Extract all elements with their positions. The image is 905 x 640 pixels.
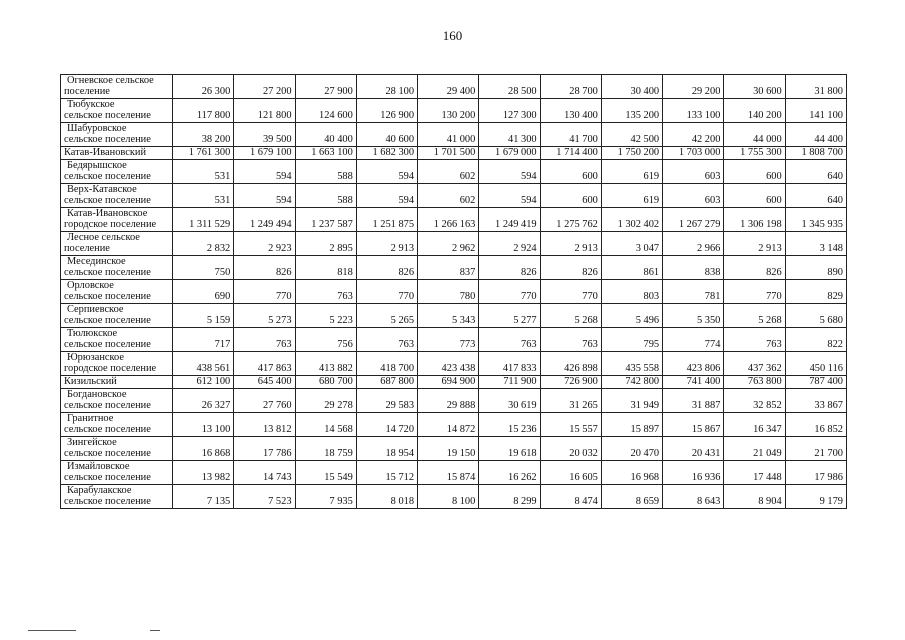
value-cell: 39 500	[234, 123, 295, 147]
value-cell: 770	[540, 280, 601, 304]
value-cell: 13 100	[173, 413, 234, 437]
value-cell: 41 300	[479, 123, 540, 147]
value-cell: 27 900	[295, 75, 356, 99]
value-cell: 1 808 700	[785, 147, 846, 160]
table-row	[61, 147, 847, 160]
value-cell: 7 135	[173, 485, 234, 509]
value-cell: 16 936	[663, 461, 724, 485]
value-cell: 14 872	[418, 413, 479, 437]
municipality-name-line: Шабуровское	[67, 123, 127, 134]
value-cell: 770	[356, 280, 417, 304]
municipality-name-line: сельское поселение	[64, 471, 151, 483]
municipality-name-line: сельское поселение	[64, 423, 151, 435]
value-cell: 803	[601, 280, 662, 304]
value-cell: 2 832	[173, 232, 234, 256]
value-cell: 1 682 300	[356, 147, 417, 160]
value-cell: 826	[540, 256, 601, 280]
table-row	[61, 413, 847, 437]
value-cell: 27 760	[234, 389, 295, 413]
value-cell: 612 100	[173, 376, 234, 389]
value-cell: 603	[663, 160, 724, 184]
municipality-name-line: Месединское	[67, 256, 126, 267]
municipality-name-cell	[61, 437, 173, 461]
table-row	[61, 99, 847, 123]
value-cell: 8 659	[601, 485, 662, 509]
value-cell: 763	[234, 328, 295, 352]
value-cell: 829	[785, 280, 846, 304]
value-cell: 121 800	[234, 99, 295, 123]
value-cell: 1 679 100	[234, 147, 295, 160]
municipality-name-cell	[61, 256, 173, 280]
value-cell: 1 755 300	[724, 147, 785, 160]
value-cell: 602	[418, 184, 479, 208]
value-cell: 130 200	[418, 99, 479, 123]
table-row	[61, 485, 847, 509]
value-cell: 603	[663, 184, 724, 208]
value-cell: 28 700	[540, 75, 601, 99]
value-cell: 602	[418, 160, 479, 184]
value-cell: 15 549	[295, 461, 356, 485]
municipality-name-cell	[61, 75, 173, 99]
value-cell: 619	[601, 160, 662, 184]
value-cell: 13 982	[173, 461, 234, 485]
municipality-name-cell	[61, 99, 173, 123]
municipality-name-line: Богдановское	[67, 389, 127, 400]
table-row	[61, 123, 847, 147]
municipality-name-cell	[61, 147, 173, 160]
value-cell: 1 249 494	[234, 208, 295, 232]
value-cell: 640	[785, 160, 846, 184]
value-cell: 680 700	[295, 376, 356, 389]
value-cell: 2 913	[724, 232, 785, 256]
value-cell: 1 703 000	[663, 147, 724, 160]
table-row	[61, 304, 847, 328]
value-cell: 418 700	[356, 352, 417, 376]
value-cell: 450 116	[785, 352, 846, 376]
value-cell: 15 236	[479, 413, 540, 437]
table-row	[61, 232, 847, 256]
value-cell: 1 266 163	[418, 208, 479, 232]
municipality-name-line: сельское поселение	[64, 290, 151, 302]
value-cell: 826	[479, 256, 540, 280]
value-cell: 437 362	[724, 352, 785, 376]
value-cell: 8 904	[724, 485, 785, 509]
value-cell: 417 833	[479, 352, 540, 376]
value-cell: 756	[295, 328, 356, 352]
value-cell: 5 680	[785, 304, 846, 328]
value-cell: 30 400	[601, 75, 662, 99]
value-cell: 33 867	[785, 389, 846, 413]
value-cell: 9 179	[785, 485, 846, 509]
value-cell: 18 759	[295, 437, 356, 461]
value-cell: 763 800	[724, 376, 785, 389]
municipality-name-line: Верх-Катавское	[67, 184, 137, 195]
value-cell: 742 800	[601, 376, 662, 389]
value-cell: 5 277	[479, 304, 540, 328]
value-cell: 588	[295, 160, 356, 184]
value-cell: 7 523	[234, 485, 295, 509]
value-cell: 5 159	[173, 304, 234, 328]
value-cell: 594	[234, 184, 295, 208]
municipality-name-line: сельское поселение	[64, 170, 151, 182]
footer-marks	[28, 630, 168, 632]
value-cell: 423 806	[663, 352, 724, 376]
value-cell: 41 700	[540, 123, 601, 147]
municipality-name-cell	[61, 376, 173, 389]
value-cell: 31 887	[663, 389, 724, 413]
value-cell: 1 345 935	[785, 208, 846, 232]
municipality-name-line: Кизильский	[64, 375, 117, 387]
municipality-name-line: сельское поселение	[64, 495, 151, 507]
value-cell: 27 200	[234, 75, 295, 99]
value-cell: 1 237 587	[295, 208, 356, 232]
value-cell: 5 223	[295, 304, 356, 328]
value-cell: 20 470	[601, 437, 662, 461]
value-cell: 600	[724, 184, 785, 208]
municipality-name-line: Тюбукское	[67, 99, 115, 110]
value-cell: 15 897	[601, 413, 662, 437]
value-cell: 787 400	[785, 376, 846, 389]
municipality-name-line: Огневское сельское	[67, 75, 154, 86]
value-cell: 40 400	[295, 123, 356, 147]
value-cell: 15 557	[540, 413, 601, 437]
table-row	[61, 75, 847, 99]
value-cell: 1 267 279	[663, 208, 724, 232]
value-cell: 531	[173, 184, 234, 208]
municipality-name-line: Гранитное	[67, 413, 114, 424]
value-cell: 28 500	[479, 75, 540, 99]
value-cell: 31 800	[785, 75, 846, 99]
value-cell: 124 600	[295, 99, 356, 123]
value-cell: 694 900	[418, 376, 479, 389]
municipality-name-line: сельское поселение	[64, 399, 151, 411]
municipality-name-line: сельское поселение	[64, 338, 151, 350]
value-cell: 413 882	[295, 352, 356, 376]
municipality-name-line: поселение	[64, 85, 110, 97]
value-cell: 26 300	[173, 75, 234, 99]
value-cell: 5 350	[663, 304, 724, 328]
municipality-name-cell	[61, 123, 173, 147]
value-cell: 645 400	[234, 376, 295, 389]
value-cell: 640	[785, 184, 846, 208]
table-row	[61, 256, 847, 280]
municipality-name-line: поселение	[64, 242, 110, 254]
value-cell: 687 800	[356, 376, 417, 389]
value-cell: 826	[724, 256, 785, 280]
value-cell: 17 786	[234, 437, 295, 461]
value-cell: 600	[540, 184, 601, 208]
value-cell: 822	[785, 328, 846, 352]
value-cell: 594	[356, 184, 417, 208]
value-cell: 15 712	[356, 461, 417, 485]
value-cell: 1 714 400	[540, 147, 601, 160]
value-cell: 1 251 875	[356, 208, 417, 232]
value-cell: 31 265	[540, 389, 601, 413]
value-cell: 861	[601, 256, 662, 280]
value-cell: 774	[663, 328, 724, 352]
value-cell: 717	[173, 328, 234, 352]
municipality-name-cell	[61, 485, 173, 509]
value-cell: 2 966	[663, 232, 724, 256]
value-cell: 826	[234, 256, 295, 280]
municipality-name-line: Бедярышское	[67, 160, 127, 171]
value-cell: 29 400	[418, 75, 479, 99]
value-cell: 594	[479, 184, 540, 208]
value-cell: 13 812	[234, 413, 295, 437]
municipal-data-table	[60, 74, 847, 509]
value-cell: 619	[601, 184, 662, 208]
value-cell: 826	[356, 256, 417, 280]
value-cell: 838	[663, 256, 724, 280]
value-cell: 781	[663, 280, 724, 304]
value-cell: 594	[356, 160, 417, 184]
value-cell: 8 100	[418, 485, 479, 509]
value-cell: 19 618	[479, 437, 540, 461]
value-cell: 2 923	[234, 232, 295, 256]
value-cell: 5 496	[601, 304, 662, 328]
value-cell: 594	[479, 160, 540, 184]
municipality-name-line: сельское поселение	[64, 194, 151, 206]
municipality-name-line: Юрюзанское	[67, 352, 124, 363]
value-cell: 44 400	[785, 123, 846, 147]
value-cell: 770	[234, 280, 295, 304]
value-cell: 750	[173, 256, 234, 280]
municipality-name-line: сельское поселение	[64, 266, 151, 278]
value-cell: 32 852	[724, 389, 785, 413]
table-row	[61, 376, 847, 389]
value-cell: 1 663 100	[295, 147, 356, 160]
value-cell: 763	[479, 328, 540, 352]
value-cell: 1 311 529	[173, 208, 234, 232]
municipality-name-line: Катав-Ивановский	[64, 146, 147, 158]
value-cell: 1 701 500	[418, 147, 479, 160]
value-cell: 127 300	[479, 99, 540, 123]
value-cell: 763	[356, 328, 417, 352]
table-body	[61, 75, 847, 509]
value-cell: 21 700	[785, 437, 846, 461]
value-cell: 16 347	[724, 413, 785, 437]
municipality-name-cell	[61, 352, 173, 376]
value-cell: 1 761 300	[173, 147, 234, 160]
value-cell: 5 273	[234, 304, 295, 328]
value-cell: 19 150	[418, 437, 479, 461]
value-cell: 16 868	[173, 437, 234, 461]
value-cell: 837	[418, 256, 479, 280]
value-cell: 44 000	[724, 123, 785, 147]
value-cell: 14 720	[356, 413, 417, 437]
municipality-name-line: городское поселение	[64, 218, 157, 230]
value-cell: 890	[785, 256, 846, 280]
value-cell: 17 448	[724, 461, 785, 485]
value-cell: 130 400	[540, 99, 601, 123]
value-cell: 594	[234, 160, 295, 184]
value-cell: 29 583	[356, 389, 417, 413]
municipality-name-line: Тюлюкское	[67, 328, 118, 339]
value-cell: 1 750 200	[601, 147, 662, 160]
value-cell: 21 049	[724, 437, 785, 461]
municipality-name-cell	[61, 160, 173, 184]
municipality-name-line: Катав-Ивановское	[67, 208, 148, 219]
value-cell: 30 600	[724, 75, 785, 99]
value-cell: 600	[724, 160, 785, 184]
value-cell: 16 605	[540, 461, 601, 485]
value-cell: 438 561	[173, 352, 234, 376]
municipality-name-line: сельское поселение	[64, 314, 151, 326]
table-row	[61, 352, 847, 376]
value-cell: 2 913	[540, 232, 601, 256]
table-row	[61, 389, 847, 413]
value-cell: 795	[601, 328, 662, 352]
value-cell: 770	[724, 280, 785, 304]
value-cell: 16 968	[601, 461, 662, 485]
municipality-name-cell	[61, 208, 173, 232]
municipality-name-cell	[61, 184, 173, 208]
value-cell: 7 935	[295, 485, 356, 509]
value-cell: 42 200	[663, 123, 724, 147]
value-cell: 1 275 762	[540, 208, 601, 232]
value-cell: 29 278	[295, 389, 356, 413]
value-cell: 3 148	[785, 232, 846, 256]
value-cell: 8 643	[663, 485, 724, 509]
municipality-name-line: Зингейское	[67, 437, 117, 448]
value-cell: 15 867	[663, 413, 724, 437]
municipality-name-line: сельское поселение	[64, 447, 151, 459]
value-cell: 773	[418, 328, 479, 352]
municipality-name-cell	[61, 280, 173, 304]
municipality-name-line: Карабулакское	[67, 485, 132, 496]
value-cell: 2 913	[356, 232, 417, 256]
municipality-name-cell	[61, 389, 173, 413]
value-cell: 38 200	[173, 123, 234, 147]
value-cell: 1 306 198	[724, 208, 785, 232]
value-cell: 17 986	[785, 461, 846, 485]
value-cell: 435 558	[601, 352, 662, 376]
value-cell: 1 249 419	[479, 208, 540, 232]
table-row	[61, 461, 847, 485]
municipality-name-cell	[61, 232, 173, 256]
table-row	[61, 184, 847, 208]
footer-line	[150, 630, 160, 631]
page-number: 160	[442, 28, 463, 43]
value-cell: 741 400	[663, 376, 724, 389]
value-cell: 763	[295, 280, 356, 304]
footer-line	[28, 630, 76, 631]
value-cell: 417 863	[234, 352, 295, 376]
value-cell: 8 018	[356, 485, 417, 509]
table-row	[61, 280, 847, 304]
value-cell: 16 262	[479, 461, 540, 485]
value-cell: 531	[173, 160, 234, 184]
municipality-name-line: Орловское	[67, 280, 114, 291]
value-cell: 20 431	[663, 437, 724, 461]
value-cell: 8 299	[479, 485, 540, 509]
value-cell: 5 343	[418, 304, 479, 328]
value-cell: 140 200	[724, 99, 785, 123]
value-cell: 133 100	[663, 99, 724, 123]
value-cell: 1 679 000	[479, 147, 540, 160]
value-cell: 28 100	[356, 75, 417, 99]
value-cell: 41 000	[418, 123, 479, 147]
value-cell: 15 874	[418, 461, 479, 485]
table-row	[61, 160, 847, 184]
value-cell: 117 800	[173, 99, 234, 123]
municipality-name-cell	[61, 304, 173, 328]
value-cell: 29 888	[418, 389, 479, 413]
municipality-name-line: сельское поселение	[64, 133, 151, 145]
value-cell: 31 949	[601, 389, 662, 413]
value-cell: 423 438	[418, 352, 479, 376]
value-cell: 5 268	[724, 304, 785, 328]
table-row	[61, 328, 847, 352]
value-cell: 42 500	[601, 123, 662, 147]
value-cell: 14 743	[234, 461, 295, 485]
value-cell: 141 100	[785, 99, 846, 123]
municipality-name-cell	[61, 328, 173, 352]
value-cell: 2 895	[295, 232, 356, 256]
value-cell: 2 962	[418, 232, 479, 256]
municipality-name-line: сельское поселение	[64, 109, 151, 121]
value-cell: 588	[295, 184, 356, 208]
value-cell: 711 900	[479, 376, 540, 389]
value-cell: 20 032	[540, 437, 601, 461]
value-cell: 763	[540, 328, 601, 352]
value-cell: 2 924	[479, 232, 540, 256]
value-cell: 1 302 402	[601, 208, 662, 232]
value-cell: 780	[418, 280, 479, 304]
municipality-name-cell	[61, 461, 173, 485]
value-cell: 818	[295, 256, 356, 280]
municipality-name-line: Серпиевское	[67, 304, 124, 315]
municipality-name-line: городское поселение	[64, 362, 157, 374]
value-cell: 5 265	[356, 304, 417, 328]
value-cell: 26 327	[173, 389, 234, 413]
value-cell: 690	[173, 280, 234, 304]
value-cell: 30 619	[479, 389, 540, 413]
value-cell: 135 200	[601, 99, 662, 123]
table-row	[61, 437, 847, 461]
value-cell: 16 852	[785, 413, 846, 437]
value-cell: 29 200	[663, 75, 724, 99]
value-cell: 18 954	[356, 437, 417, 461]
table-row	[61, 208, 847, 232]
value-cell: 726 900	[540, 376, 601, 389]
value-cell: 3 047	[601, 232, 662, 256]
municipality-name-cell	[61, 413, 173, 437]
value-cell: 770	[479, 280, 540, 304]
value-cell: 426 898	[540, 352, 601, 376]
value-cell: 40 600	[356, 123, 417, 147]
value-cell: 8 474	[540, 485, 601, 509]
value-cell: 600	[540, 160, 601, 184]
value-cell: 763	[724, 328, 785, 352]
value-cell: 5 268	[540, 304, 601, 328]
municipality-name-line: Лесное сельское	[67, 232, 140, 243]
municipality-name-line: Измайловское	[67, 461, 130, 472]
value-cell: 126 900	[356, 99, 417, 123]
value-cell: 14 568	[295, 413, 356, 437]
